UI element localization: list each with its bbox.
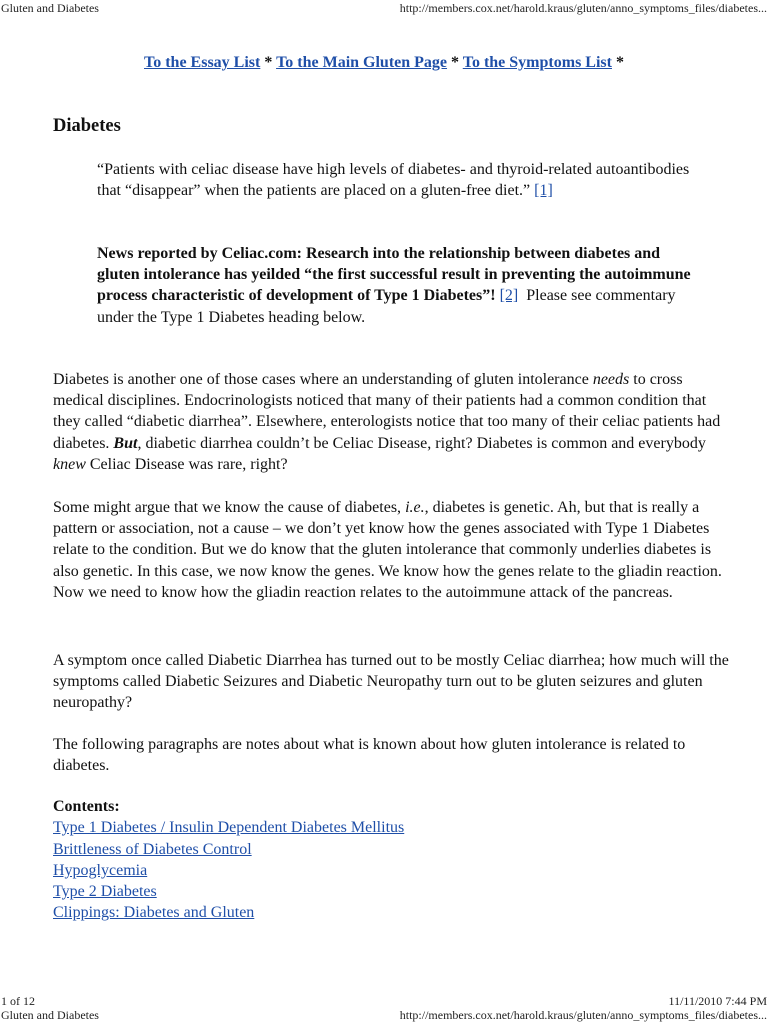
symptoms-list-link[interactable]: To the Symptoms List [462, 54, 612, 71]
p2-text-b: , diabetes is genetic. Ah, but that is really a pattern or association, not a cause – we don’t yet know how the genes associated with Type 1 Diabetes relate to the condition. But we do know that the gluten intolerance that commonly underlies diabetes is also genetic. In this case, we now know the genes. We know how the genes relate to the gliadin reaction. Now we need to know how the gliadin reaction relates to the autoimmune attack of the pancreas. [53, 499, 722, 601]
contents-link-type1[interactable]: Type 1 Diabetes / Insulin Dependent Diabetes Mellitus [53, 819, 405, 837]
footnote-2-link[interactable]: [2] [499, 287, 519, 305]
contents-link-brittleness[interactable]: Brittleness of Diabetes Control [53, 840, 252, 858]
contents-link-type2[interactable]: Type 2 Diabetes [53, 883, 157, 901]
news-paragraph [97, 243, 697, 328]
p1-emphasis-knew: knew [53, 455, 86, 473]
p2-emphasis-ie: i.e. [405, 499, 425, 516]
nav-separator: * [451, 54, 460, 71]
page-counter: 1 of 12 [1, 994, 35, 1008]
paragraph-4 [53, 734, 733, 776]
p1-text-a: Diabetes is another one of those cases where an understanding of gluten intolerance [53, 371, 593, 388]
next-header-url: http://members.cox.net/harold.kraus/gluten/anno_symptoms_files/diabetes... [399, 1008, 767, 1022]
nav-separator: * [264, 54, 273, 71]
quote-text: “Patients with celiac disease have high levels of diabetes- and thyroid-related autoantibodies that “disappear” when the patients are placed on a gluten-free diet.” [97, 161, 690, 200]
news-commentary: Please see commentary under the Type 1 Diabetes heading below. [97, 287, 676, 326]
footnote-1-link[interactable]: [1] [534, 182, 553, 200]
print-datetime: 11/11/2010 7:44 PM [668, 994, 767, 1008]
top-navigation [0, 54, 768, 72]
contents-title: Contents: [53, 798, 120, 815]
p1-text-b: to cross medical disciplines. Endocrinologists noticed that many of their patients had a common condition that they called “diabetic diarrhea”. Elsewhere, enterologists notice that too many of their celiac patients had diabetes. [53, 371, 721, 452]
p2-text-a: Some might argue that we know the cause of diabetes, [53, 499, 406, 516]
contents-list [53, 796, 404, 924]
news-bold-text: News reported by Celiac.com: Research into the relationship between diabetes and gluten intolerance has yeilded “the first successful result in preventing the autoimmune process characteristic of development of Type 1 Diabetes”! [97, 245, 691, 305]
paragraph-1 [53, 369, 733, 475]
p4-text: The following paragraphs are notes about what is known about how gluten intolerance is related to diabetes. [53, 736, 686, 775]
p1-emphasis-but: But [113, 434, 138, 452]
paragraph-3 [53, 650, 733, 714]
paragraph-2 [53, 497, 733, 603]
next-header-title: Gluten and Diabetes [1, 1008, 99, 1022]
p1-text-d: Celiac Disease was rare, right? [85, 455, 288, 473]
page-title: Diabetes [53, 116, 121, 136]
contents-link-hypoglycemia[interactable]: Hypoglycemia [53, 861, 148, 879]
p1-text-c: , diabetic diarrhea couldn’t be Celiac Disease, right? Diabetes is common and everybody [137, 434, 706, 452]
quote-paragraph [97, 159, 697, 201]
contents-link-clippings[interactable]: Clippings: Diabetes and Gluten [53, 904, 255, 922]
p1-emphasis-needs: needs [592, 371, 630, 388]
nav-separator: * [615, 54, 624, 71]
main-gluten-page-link[interactable]: To the Main Gluten Page [276, 54, 448, 71]
header-title: Gluten and Diabetes [1, 1, 99, 15]
essay-list-link[interactable]: To the Essay List [144, 54, 261, 71]
p3-text: A symptom once called Diabetic Diarrhea has turned out to be mostly Celiac diarrhea; how much will the symptoms called Diabetic Seizures and Diabetic Neuropathy turn out to be gluten seizures and gluten neuropathy? [53, 652, 729, 712]
header-url: http://members.cox.net/harold.kraus/gluten/anno_symptoms_files/diabetes... [399, 1, 767, 15]
